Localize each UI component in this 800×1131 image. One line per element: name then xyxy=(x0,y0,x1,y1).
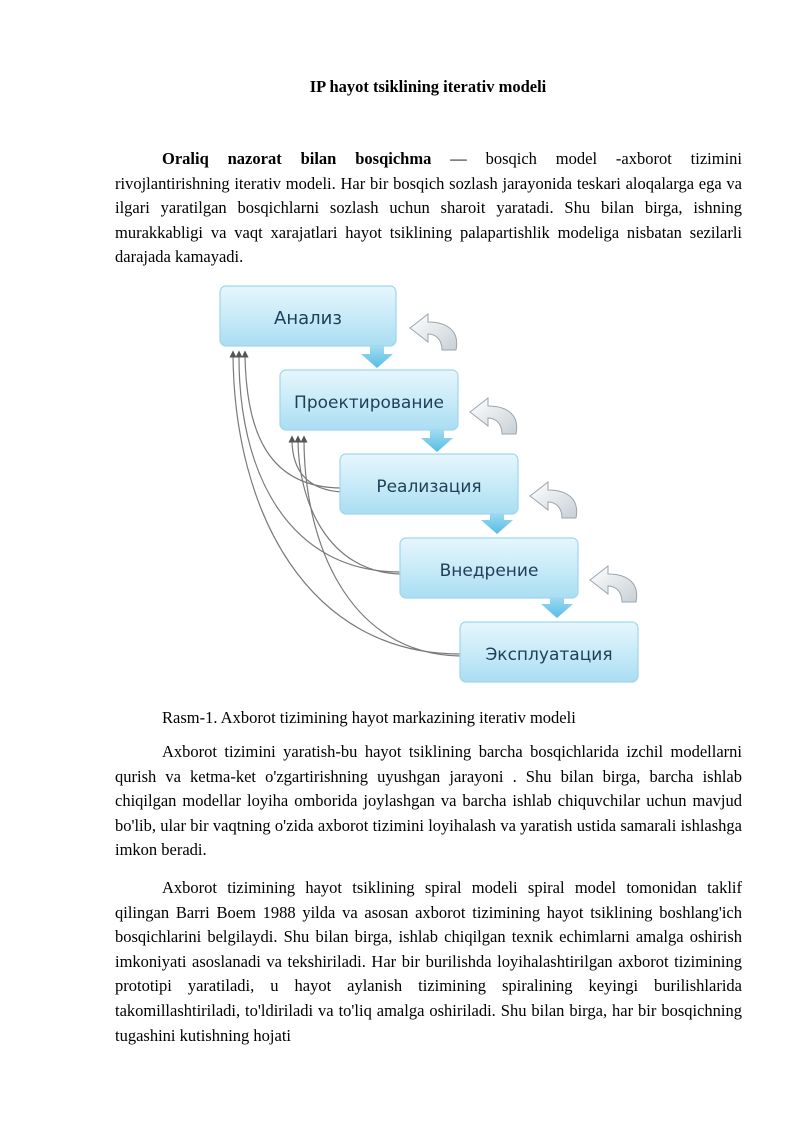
stage-box-vnedrenie xyxy=(400,538,578,598)
stage-label-proektirovanie: Проектирование xyxy=(294,393,444,413)
paragraph-spiral: Axborot tizimining hayot tsiklining spiral modeli spiral model tomonidan taklif qilingan Barri Boem 1988 yilda va asosan axborot tizimining hayot tsiklining boshlang'ich bosqichlarini belgilaydi. Shu bilan birga, ishlab chiqilgan texnik echimlarni amalga oshirish imkoniyati asoslanadi va tekshiriladi. Har bir burilishda loyihalashtirilgan axborot tizimining prototipi yaratiladi, u hayot aylanish tizimining spiralining keyingi burilishlarida takomillashtiriladi, to'ldiriladi va to'liq amalga oshiriladi. Shu bilan birga, har bir bosqichning tugashini kutishning hojati xyxy=(115,878,742,1045)
return-arrow-3 xyxy=(530,482,577,518)
return-arrow-2 xyxy=(470,398,517,434)
paragraph-modelling: Axborot tizimini yaratish-bu hayot tsiklining barcha bosqichlarida izchil modellarni qurish va ketma-ket o'zgartirishning uyushgan jarayoni . Shu bilan birga, barcha ishlab chiqilgan modellar loyiha omborida joylashgan va barcha ishlab chiquvchilar uchun mavjud bo'lib, ular bir vaqtning o'zida axborot tizimini loyihalash va yaratish ustida samarali ishlashga imkon beradi. xyxy=(115,742,742,860)
stage-label-analiz: Анализ xyxy=(274,308,342,329)
paragraph-intro-text: — bosqich model -axborot tizimini rivojlantirishning iterativ modeli. Har bir bosqich sozlash jarayonida teskari aloqalarga ega va ilgari yaratilgan bosqichlarni sozlash uchun sharoit yaratadi. Shu bilan birga, ishning murakkabligi va vaqt xarajatlari hayot tsiklining palapartishlik modeliga nisbatan sezilarli darajada kamayadi. xyxy=(115,149,742,267)
iterative-model-diagram xyxy=(218,282,648,694)
paragraph-intro xyxy=(115,147,742,270)
stage-box-realizatsiya xyxy=(340,454,518,514)
stage-label-vnedrenie: Внедрение xyxy=(439,561,539,581)
document-title: IP hayot tsiklining iterativ modeli xyxy=(309,77,547,96)
return-arrow-1 xyxy=(410,314,457,350)
stage-label-realizatsiya: Реализация xyxy=(376,477,482,497)
stage-label-ekspluatatsiya: Эксплуатация xyxy=(485,645,613,665)
paragraph-intro-lead: Oraliq nazorat bilan bosqichma xyxy=(162,149,432,168)
stage-box-ekspluatatsiya xyxy=(460,622,638,682)
stage-box-analiz xyxy=(220,286,396,346)
figure-caption: Rasm-1. Axborot tizimining hayot markazining iterativ modeli xyxy=(162,708,576,727)
return-arrow-4 xyxy=(590,566,637,602)
stage-box-proektirovanie xyxy=(280,370,458,430)
